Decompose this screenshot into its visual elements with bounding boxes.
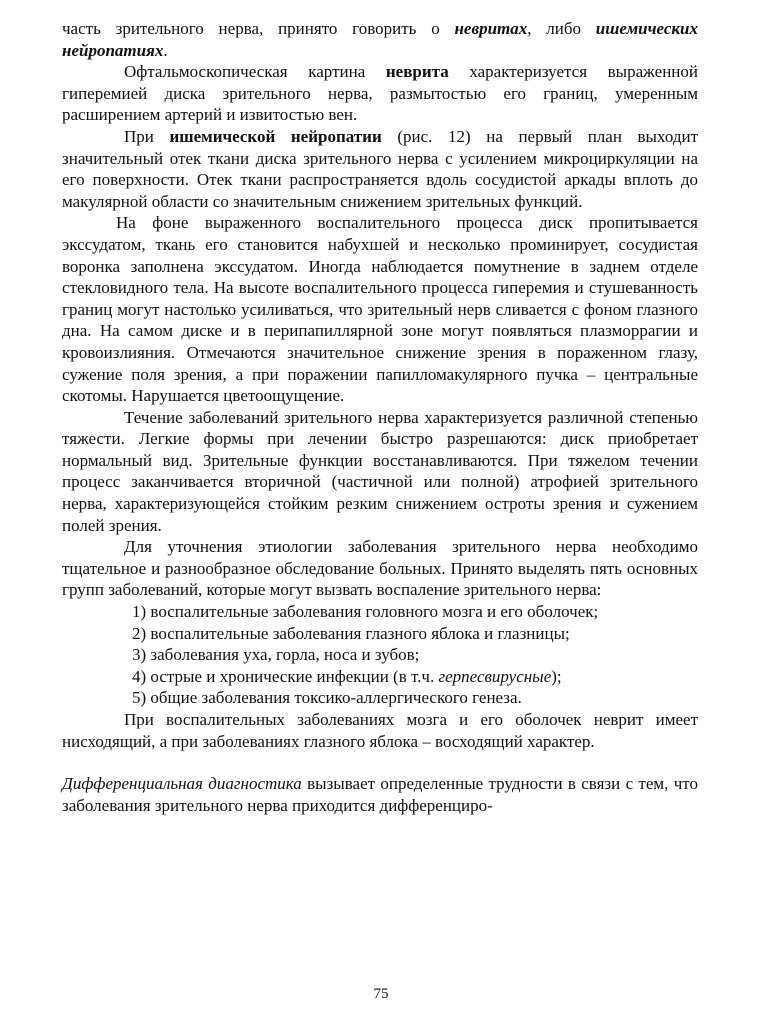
text-run: Офтальмоскопическая картина: [124, 62, 386, 82]
bold-term: неврита: [385, 62, 449, 82]
page-number: 75: [373, 986, 389, 1002]
spacer: [62, 752, 698, 773]
text-run: При: [124, 126, 170, 146]
paragraph-continuation: [62, 18, 698, 61]
list-item: [132, 666, 698, 688]
list-item: 1) воспалительные заболевания головного мозга и его оболочек;: [132, 602, 599, 622]
term-neuritis: невритах: [454, 19, 528, 38]
paragraph-course: Течение заболеваний зрительного нерва характеризуется различной степенью тяжести. Легкие формы при лечении быстро разрешаются: диск приобретает нормальный вид. Зрительные функции восстанавливаются. При тяжелом течении процесс заканчивается вторичной (частичной или полной) атрофией зрительного нерва, характеризующейся стойким резким снижением остроты зрения и сужением полей зрения.: [62, 407, 698, 535]
italic-term: Дифференциальная диагностика: [62, 774, 302, 794]
text-run: вызывает определенные трудности в связи с тем, что заболевания зрительного нерва приходится дифференциро-: [62, 774, 698, 815]
paragraph-ischemic-neuropathy: [62, 126, 698, 212]
text-run: (рис. 12) на первый план выходит значительный отек ткани диска зрительного нерва с усилением микроциркуляции на его поверхности. Отек ткани распространяется вдоль сосудистой аркады вплоть до макулярной области со значительным снижением зрительных функций.: [62, 126, 699, 211]
text-run: 4) острые и хронические инфекции (в т.ч.: [132, 666, 439, 686]
bold-term: ишемической нейропатии: [169, 126, 382, 146]
list-item: 5) общие заболевания токсико-аллергического генеза.: [132, 688, 522, 708]
text-run: , либо: [527, 19, 596, 38]
paragraph-etiology: Для уточнения этиологии заболевания зрительного нерва необходимо тщательное и разнообразное обследование больных. Принято выделять пять основных групп заболеваний, которые могут вызвать воспаление зрительного нерва:: [62, 537, 698, 600]
italic-term: герпесвирусные: [438, 666, 552, 686]
paragraph-descending: При воспалительных заболеваниях мозга и его оболочек неврит имеет нисходящий, а при заболеваниях глазного яблока – восходящий характер.: [62, 710, 698, 751]
etiology-list: [62, 601, 698, 709]
paragraph-inflammation: На фоне выраженного воспалительного процесса диск пропитывается экссудатом, ткань его становится набухшей и несколько проминирует, сосудистая воронка заполнена экссудатом. Иногда наблюдается помутнение в заднем отделе стекловидного тела. На высоте воспалительного процесса гиперемия и стушеванность границ могут настолько усиливаться, что зрительный нерв сливается с фоном глазного дна. На самом диске и в перипапиллярной зоне могут появляться плазморрагии и кровоизлияния. Отмечаются значительное снижение зрения в пораженном глазу, сужение поля зрения, а при поражении папилломакулярного пучка – центральные скотомы. Нарушается цветоощущение.: [62, 213, 698, 406]
text-run: характеризуется выраженной гиперемией диска зрительного нерва, размытостью его границ, умеренным расширением артерий и извитостью вен.: [62, 62, 698, 125]
paragraph-differential: [62, 773, 698, 816]
text-run: часть зрительного нерва, принято говорить о: [62, 19, 455, 38]
paragraph-neuritis: [62, 61, 698, 126]
body-text: [62, 18, 698, 816]
text-run: );: [551, 666, 562, 686]
term-ischemic-neuropathy: ишемических нейропатиях: [62, 19, 698, 60]
list-item: 3) заболевания уха, горла, носа и зубов;: [132, 645, 420, 665]
text-run: .: [163, 40, 168, 60]
list-item: 2) воспалительные заболевания глазного яблока и глазницы;: [132, 623, 570, 643]
